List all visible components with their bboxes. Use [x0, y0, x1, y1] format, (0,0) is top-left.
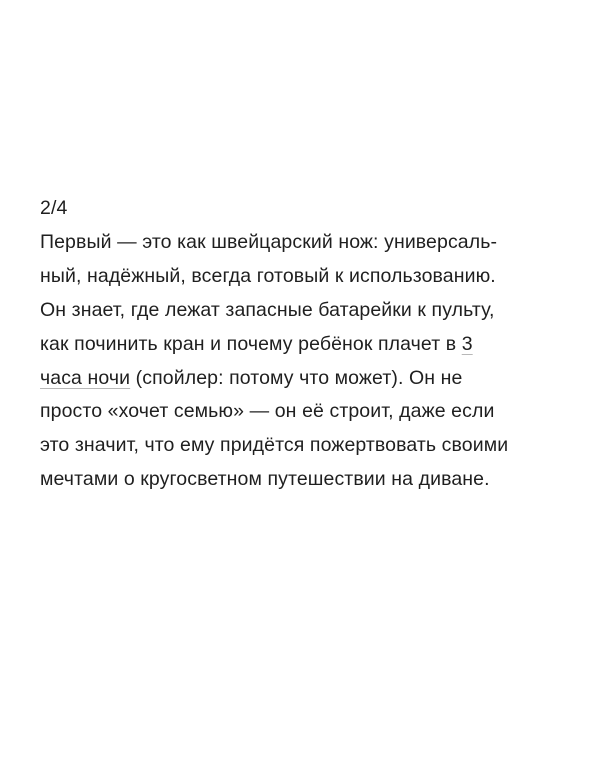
time-link-part-2[interactable]: часа ночи	[40, 366, 131, 389]
page-content	[40, 192, 565, 497]
paragraph-line-1: Первый — это как швейцарский нож: универсаль-	[40, 230, 498, 253]
paragraph-line-4-text: как починить кран и почему ребёнок плачет в	[40, 332, 462, 355]
body-paragraph	[40, 226, 565, 497]
paragraph-line-2: ный, надёжный, всегда готовый к использованию.	[40, 264, 496, 287]
time-link-part-1[interactable]: 3	[461, 332, 473, 355]
paragraph-line-8: мечтами о кругосветном путешествии на диване.	[40, 468, 490, 491]
paragraph-line-5	[40, 362, 565, 396]
paragraph-line-6: просто «хочет семью» — он её строит, даже если	[40, 400, 495, 423]
paragraph-line-7: это значит, что ему придётся пожертвовать своими	[40, 434, 509, 457]
paragraph-line-3: Он знает, где лежат запасные батарейки к пульту,	[40, 298, 495, 321]
page-counter: 2/4	[40, 197, 68, 219]
paragraph-line-4	[40, 328, 565, 362]
paragraph-line-5-text: (спойлер: потому что может). Он не	[130, 366, 463, 389]
